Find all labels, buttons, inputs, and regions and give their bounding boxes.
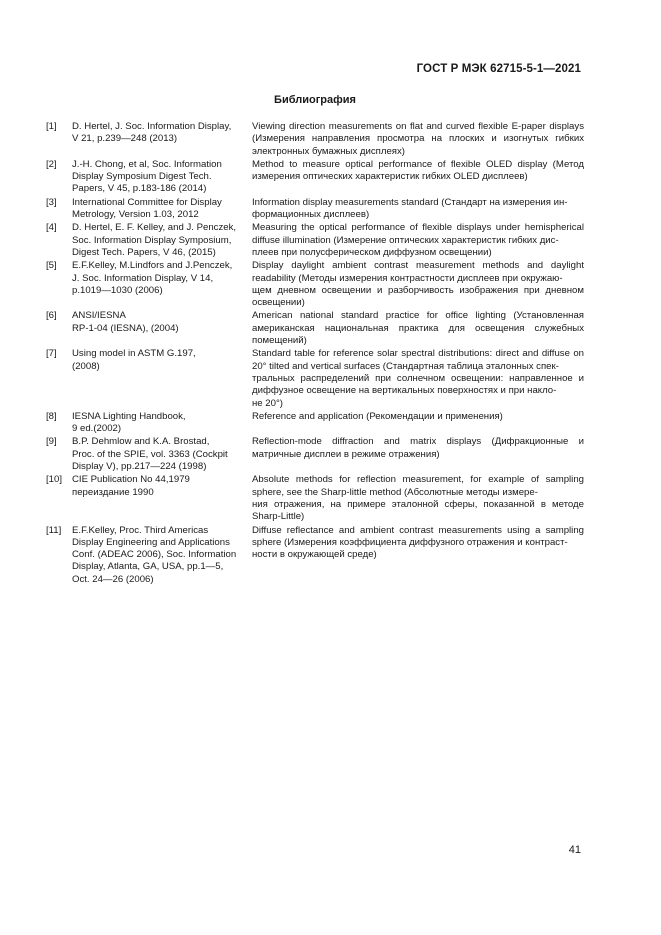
bibliography-entry	[46, 159, 584, 196]
bibliography-entry	[46, 310, 584, 347]
bibliography-entry	[46, 436, 584, 473]
entry-source: D. Hertel, J. Soc. Information Display, V 21, p.239—248 (2013)	[72, 121, 232, 145]
entry-source: E.F.Kelley, M.Lindfors and J.Penczek, J. Soc. Information Display, V 14, p.1019—1030 (2006)	[72, 260, 233, 296]
entry-title: Measuring the optical performance of flexible displays under hemispherical diffuse illumination (Измерение оптических характеристик гибких дис- плеев при полусферическом диффузном освещении)	[252, 222, 584, 258]
entry-source: D. Hertel, E. F. Kelley, and J. Penczek, Soc. Information Display Symposium, Digest Tech. Papers, V 46, (2015)	[72, 222, 237, 258]
entry-title: Reference and application (Рекомендации и применения)	[252, 410, 503, 422]
entry-source: B.P. Dehmlow and K.A. Brostad, Proc. of the SPIE, vol. 3363 (Cockpit Display V), pp.217—224 (1998)	[72, 436, 228, 473]
document-header-code: ГОСТ Р МЭК 62715-5-1—2021	[416, 63, 581, 75]
entry-title: Display daylight ambient contrast measurement methods and daylight readability (Методы измерения контрастности дисплеев при окружаю- щем дневном освещении и разборчивость изображения при дневном освещении)	[252, 260, 584, 309]
entry-title: Absolute methods for reflection measurement, for example of sampling sphere, see the Sharp-little method (Абсолютные методы измере- ния отражения, на примере эталонной сферы, показанной в методе Sharp-Little)	[252, 474, 584, 523]
entry-number: [3]	[46, 196, 57, 208]
bibliography-entry	[46, 474, 584, 523]
entry-title: Method to measure optical performance of flexible OLED display (Метод измерения оптических характеристик гибких OLED дисплеев)	[252, 158, 584, 183]
bibliography-list	[46, 121, 584, 587]
entry-source: ANSI/IESNA RP-1-04 (IESNA), (2004)	[72, 310, 179, 334]
bibliography-entry	[46, 348, 584, 409]
entry-number: [2]	[46, 158, 57, 170]
entry-source: J.-H. Chong, et al, Soc. Information Display Symposium Digest Tech. Papers, V 45, p.183-186 (2014)	[72, 158, 222, 195]
entry-title: Reflection-mode diffraction and matrix displays (Дифракционные и матричные дисплеи в режиме отражения)	[252, 436, 584, 460]
entry-title: Viewing direction measurements on flat and curved flexible E-paper displays (Измерения направления просмотра на плоских и изогнутых гибких электронных бумажных дисплеях)	[252, 121, 584, 157]
entry-number: [1]	[46, 121, 57, 132]
entry-number: [6]	[46, 310, 57, 322]
entry-number: [7]	[46, 348, 57, 360]
entry-title: Standard table for reference solar spectral distributions: direct and diffuse on 20° tilted and vertical surfaces (Стандартная таблица эталонных спек- тральных распределений при солнечном освещении: направленное и диффузное освещение на вертикальных поверхностях и при накло- не 20°)	[252, 348, 584, 409]
page-number: 41	[568, 844, 581, 856]
entry-title: Information display measurements standard (Стандарт на измерения ин- формационных дисплеев)	[252, 196, 568, 221]
bibliography-entry	[46, 222, 584, 259]
section-title: Библиография	[274, 94, 356, 106]
bibliography-entry	[46, 197, 584, 222]
entry-source: International Committee for Display Metrology, Version 1.03, 2012	[72, 196, 222, 221]
entry-source: Using model in ASTM G.197, (2008)	[72, 348, 196, 372]
bibliography-entry	[46, 411, 584, 436]
bibliography-entry	[46, 121, 584, 158]
entry-number: [4]	[46, 222, 57, 234]
entry-number: [5]	[46, 260, 57, 272]
bibliography-entry	[46, 525, 584, 586]
entry-number: [10]	[46, 474, 63, 486]
bibliography-entry	[46, 260, 584, 309]
entry-source: CIE Publication No 44,1979 переиздание 1990	[72, 474, 190, 498]
entry-number: [11]	[46, 524, 62, 536]
entry-source: IESNA Lighting Handbook, 9 ed.(2002)	[72, 410, 186, 435]
entry-number: [8]	[46, 410, 57, 422]
entry-title: American national standard practice for office lighting (Установленная американская национальная практика для освещения служебных помещений)	[252, 310, 584, 347]
entry-source: E.F.Kelley, Proc. Third Americas Display Engineering and Applications Conf. (ADEAC 2006), Soc. Information Display, Atlanta, GA, USA, pp.1—5, Oct. 24—26 (2006)	[72, 524, 237, 585]
entry-number: [9]	[46, 436, 57, 448]
entry-title: Diffuse reflectance and ambient contrast measurements using a sampling sphere (Измерения коэффициента диффузного отражения и контраст- ности в окружающей среде)	[252, 524, 584, 561]
